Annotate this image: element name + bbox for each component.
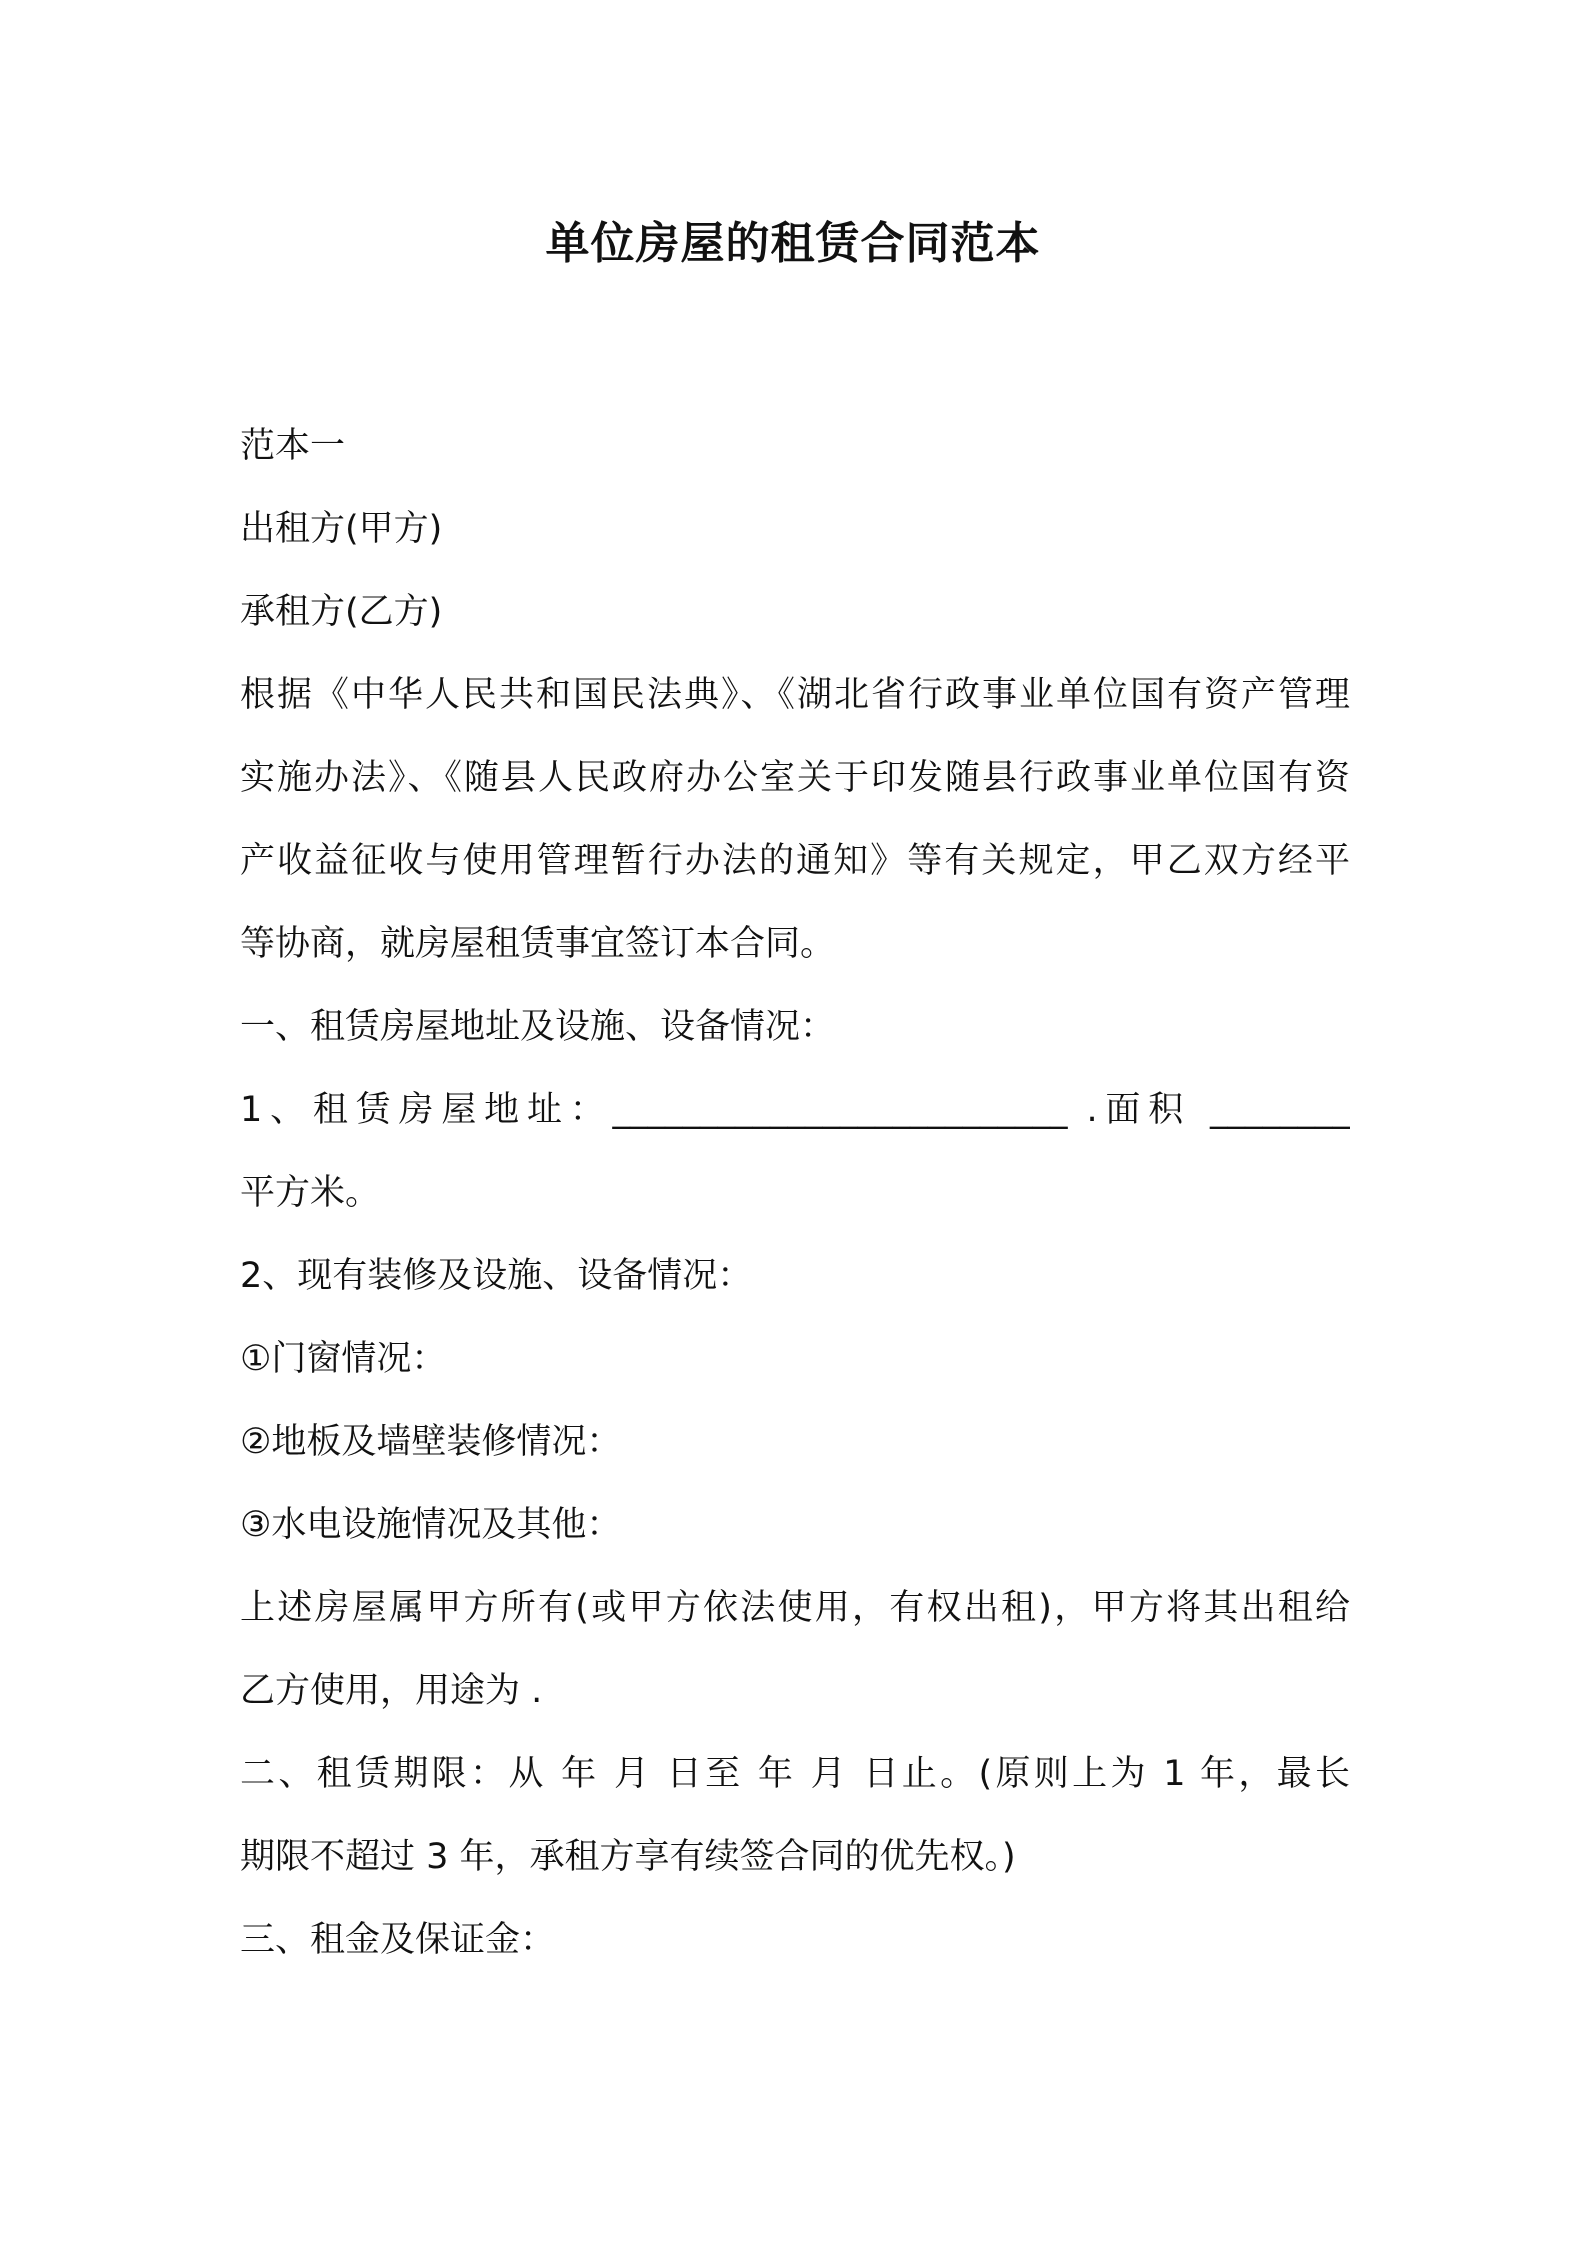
body-line-decoration-status: 2、现有装修及设施、设备情况： bbox=[240, 1256, 753, 1296]
body-line-address-area: 1、租赁房屋地址：__________________________ .面积 ________ bbox=[240, 1090, 1350, 1130]
body-line-doors-windows: ①门窗情况： bbox=[240, 1339, 447, 1379]
section-heading-lease-term-1: 二、租赁期限：从 年 月 日至 年 月 日止。(原则上为 1 年，最长 bbox=[240, 1754, 1350, 1794]
section-heading-rent-deposit: 三、租金及保证金： bbox=[240, 1920, 556, 1960]
body-line-ownership-2: 乙方使用，用途为 . bbox=[240, 1671, 543, 1711]
section-heading-address-facilities: 一、租赁房屋地址及设施、设备情况： bbox=[240, 1007, 836, 1047]
body-line-lessor: 出租方(甲方) bbox=[240, 509, 443, 549]
body-line-legal-basis-3: 产收益征收与使用管理暂行办法的通知》等有关规定，甲乙双方经平 bbox=[240, 841, 1350, 881]
body-line-floor-walls: ②地板及墙壁装修情况： bbox=[240, 1422, 622, 1462]
body-line-legal-basis-4: 等协商，就房屋租赁事宜签订本合同。 bbox=[240, 924, 836, 964]
body-line-area-unit: 平方米。 bbox=[240, 1173, 381, 1213]
document-body bbox=[240, 405, 1350, 1982]
document-title: 单位房屋的租赁合同范本 bbox=[545, 218, 1041, 269]
body-line-legal-basis-1: 根据《中华人民共和国民法典》、《湖北省行政事业单位国有资产管理 bbox=[240, 675, 1350, 715]
body-line-utilities: ③水电设施情况及其他： bbox=[240, 1505, 622, 1545]
section-heading-lease-term-2: 期限不超过 3 年，承租方享有续签合同的优先权。) bbox=[240, 1837, 1016, 1877]
body-line-ownership-1: 上述房屋属甲方所有(或甲方依法使用，有权出租)，甲方将其出租给 bbox=[240, 1588, 1350, 1628]
body-line-lessee: 承租方(乙方) bbox=[240, 592, 443, 632]
body-line-sample-label: 范本一 bbox=[240, 426, 346, 466]
body-line-legal-basis-2: 实施办法》、《随县人民政府办公室关于印发随县行政事业单位国有资 bbox=[240, 758, 1350, 798]
